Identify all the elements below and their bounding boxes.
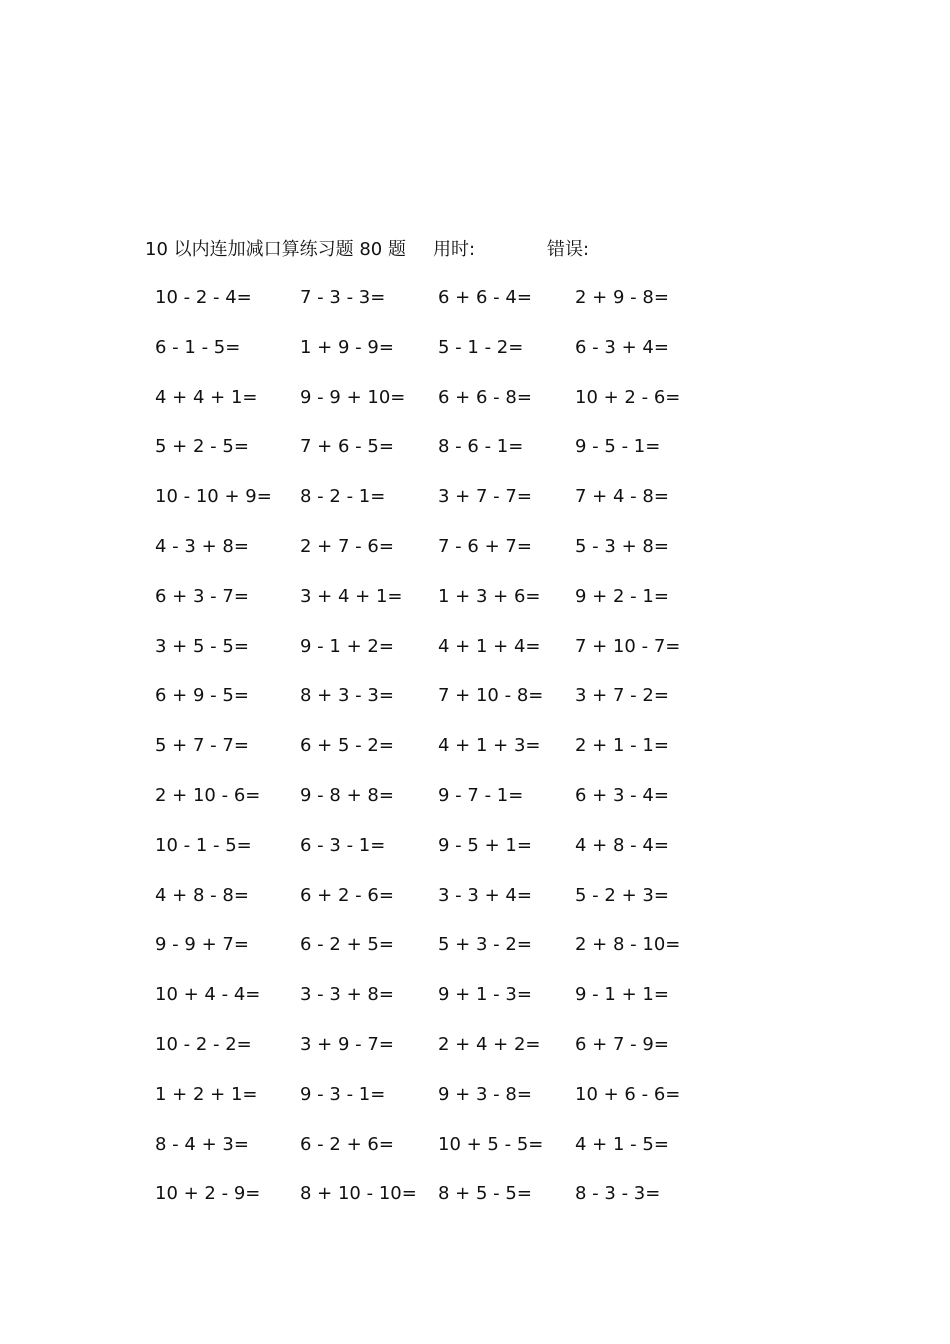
math-problem: 8 - 3 - 3= bbox=[575, 1183, 661, 1205]
math-problem: 10 - 2 - 2= bbox=[155, 1034, 252, 1055]
math-problem: 10 - 2 - 4= bbox=[155, 287, 252, 308]
math-problem: 5 + 3 - 2= bbox=[438, 934, 532, 956]
math-problem: 9 - 1 + 2= bbox=[300, 635, 394, 657]
errors-label: 错误: bbox=[547, 239, 590, 260]
math-problem: 8 + 5 - 5= bbox=[438, 1183, 532, 1205]
math-problem: 10 + 6 - 6= bbox=[575, 1083, 681, 1105]
math-problem: 9 - 9 + 7= bbox=[155, 934, 249, 956]
math-problem: 1 + 9 - 9= bbox=[300, 336, 394, 358]
math-problem: 7 - 3 - 3= bbox=[300, 287, 386, 308]
math-problem: 3 + 4 + 1= bbox=[300, 585, 403, 607]
math-problem: 9 - 3 - 1= bbox=[300, 1083, 386, 1105]
math-problem: 9 - 9 + 10= bbox=[300, 386, 406, 408]
math-problem: 6 + 2 - 6= bbox=[300, 884, 394, 906]
math-problem: 10 + 2 - 6= bbox=[575, 386, 681, 408]
math-problem: 4 + 1 + 3= bbox=[438, 735, 541, 757]
math-problem: 5 + 2 - 5= bbox=[155, 436, 249, 458]
math-problem: 10 + 4 - 4= bbox=[155, 984, 261, 1006]
math-problem: 9 + 2 - 1= bbox=[575, 585, 669, 607]
math-problem: 7 + 4 - 8= bbox=[575, 486, 669, 508]
math-problem: 10 - 10 + 9= bbox=[155, 486, 272, 508]
math-problem: 7 + 10 - 8= bbox=[438, 685, 544, 707]
math-problem: 8 + 10 - 10= bbox=[300, 1183, 417, 1205]
math-problem: 8 - 2 - 1= bbox=[300, 486, 386, 508]
math-problem: 7 + 10 - 7= bbox=[575, 635, 681, 657]
math-problem: 8 + 3 - 3= bbox=[300, 685, 394, 707]
worksheet-title: 10 以内连加减口算练习题 80 题 bbox=[145, 239, 406, 260]
math-problem: 4 - 3 + 8= bbox=[155, 536, 249, 557]
math-problem: 7 - 6 + 7= bbox=[438, 536, 532, 557]
math-problem: 9 - 5 + 1= bbox=[438, 834, 532, 856]
math-problem: 6 + 6 - 8= bbox=[438, 386, 532, 408]
math-problem: 4 + 4 + 1= bbox=[155, 386, 258, 408]
math-problem: 5 - 3 + 8= bbox=[575, 536, 669, 557]
math-problem: 5 - 2 + 3= bbox=[575, 884, 669, 906]
math-problem: 6 + 9 - 5= bbox=[155, 685, 249, 707]
math-problem: 9 - 1 + 1= bbox=[575, 984, 669, 1006]
math-problem: 5 + 7 - 7= bbox=[155, 735, 249, 757]
math-problem: 4 + 1 - 5= bbox=[575, 1133, 669, 1155]
math-problem: 6 - 1 - 5= bbox=[155, 336, 241, 358]
time-used-label: 用时: bbox=[433, 239, 476, 260]
math-problem: 10 - 1 - 5= bbox=[155, 834, 252, 856]
math-problem: 2 + 8 - 10= bbox=[575, 934, 681, 956]
math-problem: 7 + 6 - 5= bbox=[300, 436, 394, 458]
math-problem: 3 - 3 + 8= bbox=[300, 984, 394, 1006]
math-problem: 8 - 4 + 3= bbox=[155, 1133, 249, 1155]
math-problem: 3 + 5 - 5= bbox=[155, 635, 249, 657]
math-problem: 6 - 2 + 5= bbox=[300, 934, 394, 956]
math-problem: 2 + 9 - 8= bbox=[575, 287, 669, 308]
math-problem: 9 + 3 - 8= bbox=[438, 1083, 532, 1105]
math-problem: 2 + 10 - 6= bbox=[155, 785, 261, 806]
math-problem: 3 + 7 - 2= bbox=[575, 685, 669, 707]
math-problem: 10 + 5 - 5= bbox=[438, 1133, 544, 1155]
math-problem: 2 + 7 - 6= bbox=[300, 536, 394, 557]
math-problem: 9 - 5 - 1= bbox=[575, 436, 661, 458]
math-problem: 6 + 3 - 4= bbox=[575, 785, 669, 806]
math-problem: 6 + 5 - 2= bbox=[300, 735, 394, 757]
math-problem: 8 - 6 - 1= bbox=[438, 436, 524, 458]
math-problem: 1 + 2 + 1= bbox=[155, 1083, 258, 1105]
math-problem: 6 - 3 - 1= bbox=[300, 834, 386, 856]
math-problem: 3 - 3 + 4= bbox=[438, 884, 532, 906]
math-problem: 2 + 4 + 2= bbox=[438, 1034, 541, 1055]
math-problem: 4 + 8 - 4= bbox=[575, 834, 669, 856]
math-problem: 9 - 8 + 8= bbox=[300, 785, 394, 806]
math-problem: 9 - 7 - 1= bbox=[438, 785, 524, 806]
math-problem: 5 - 1 - 2= bbox=[438, 336, 524, 358]
math-problem: 6 - 2 + 6= bbox=[300, 1133, 394, 1155]
math-problem: 2 + 1 - 1= bbox=[575, 735, 669, 757]
math-problem: 10 + 2 - 9= bbox=[155, 1183, 261, 1205]
math-problem: 9 + 1 - 3= bbox=[438, 984, 532, 1006]
math-problem: 3 + 9 - 7= bbox=[300, 1034, 394, 1055]
math-problem: 6 + 7 - 9= bbox=[575, 1034, 669, 1055]
math-problem: 1 + 3 + 6= bbox=[438, 585, 541, 607]
math-problem: 6 + 6 - 4= bbox=[438, 287, 532, 308]
math-problem: 6 - 3 + 4= bbox=[575, 336, 669, 358]
math-problem: 4 + 1 + 4= bbox=[438, 635, 541, 657]
math-problem: 6 + 3 - 7= bbox=[155, 585, 249, 607]
math-problem: 3 + 7 - 7= bbox=[438, 486, 532, 508]
math-problem: 4 + 8 - 8= bbox=[155, 884, 249, 906]
